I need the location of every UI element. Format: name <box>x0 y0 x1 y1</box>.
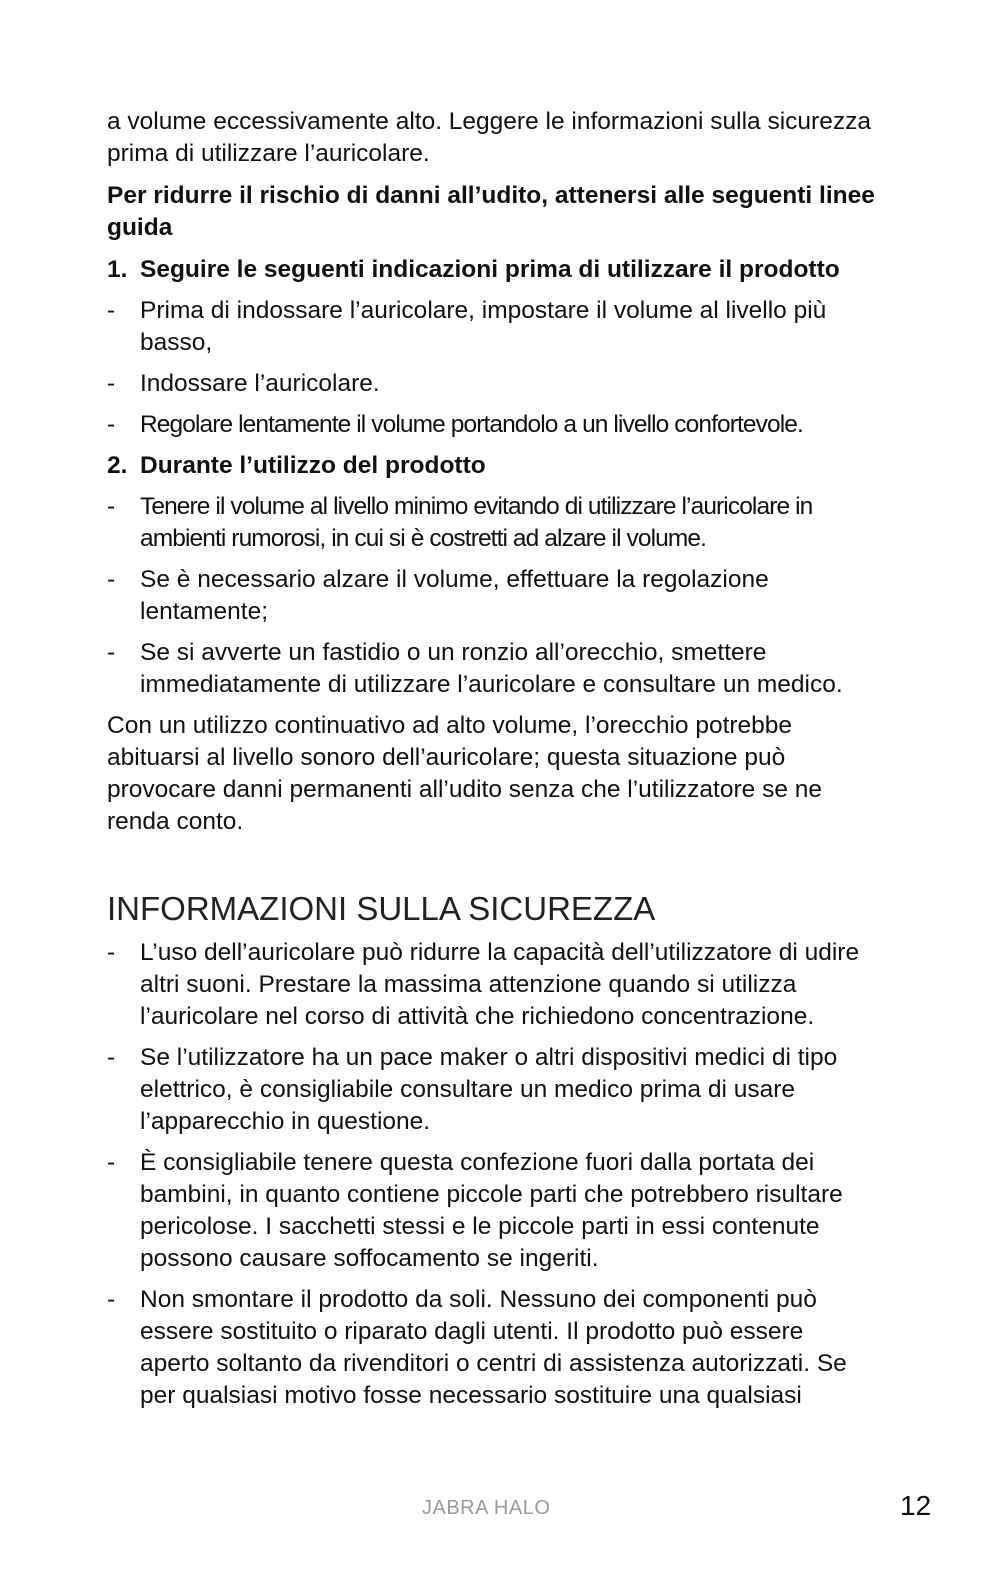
bullet-dash: - <box>107 639 116 666</box>
list-item-text: È consigliabile tenere questa confezione fuori dalla portata dei bambini, in quanto contiene piccole parti che potrebbero risultare pericolose. I sacchetti stessi e le piccole parti in essi contenute possono causare soffocamento se ingeriti. <box>140 1149 843 1272</box>
bullet-dash: - <box>107 370 116 397</box>
bullet-dash: - <box>107 1044 116 1071</box>
list-item <box>107 937 875 1033</box>
section-2-title: Durante l’utilizzo del prodotto <box>140 452 486 479</box>
list-item <box>107 1284 875 1412</box>
safety-section-title: INFORMAZIONI SULLA SICUREZZA <box>107 890 656 927</box>
page-number: 12 <box>900 1490 932 1521</box>
list-item-text: Tenere il volume al livello minimo evitando di utilizzare l’auricolare in ambienti rumorosi, in cui si è costretti ad alzare il volume. <box>140 493 813 552</box>
closing-paragraph: Con un utilizzo continuativo ad alto volume, l’orecchio potrebbe abituarsi al livello sonoro dell’auricolare; questa situazione può provocare danni permanenti all’udito senza che l’utilizzatore se ne renda conto. <box>107 712 822 835</box>
bullet-dash: - <box>107 493 116 520</box>
bullet-dash: - <box>107 566 116 593</box>
list-item <box>107 637 875 701</box>
section-1-heading <box>107 254 875 286</box>
guidelines-heading: Per ridurre il rischio di danni all’udito, attenersi alle seguenti linee guida <box>107 182 875 241</box>
bullet-dash: - <box>107 411 116 438</box>
list-item-text: Se è necessario alzare il volume, effettuare la regolazione lentamente; <box>140 566 769 625</box>
list-item-text: L’uso dell’auricolare può ridurre la capacità dell’utilizzatore di udire altri suoni. Prestare la massima attenzione quando si utilizza l’auricolare nel corso di attività che richiedono concentrazione. <box>140 939 860 1030</box>
section-2-heading <box>107 450 875 482</box>
section-2-number: 2. <box>107 452 128 479</box>
list-item-text: Prima di indossare l’auricolare, impostare il volume al livello più basso, <box>140 297 827 356</box>
section-1-title: Seguire le seguenti indicazioni prima di utilizzare il prodotto <box>140 256 840 283</box>
list-item <box>107 409 875 441</box>
section-1-number: 1. <box>107 256 128 283</box>
bullet-dash: - <box>107 1286 116 1313</box>
list-item-text: Regolare lentamente il volume portandolo a un livello confortevole. <box>140 411 803 438</box>
bullet-dash: - <box>107 1149 116 1176</box>
footer-brand: JABRA HALO <box>422 1497 551 1519</box>
list-item <box>107 1042 875 1138</box>
bullet-dash: - <box>107 939 116 966</box>
list-item-text: Se l’utilizzatore ha un pace maker o altri dispositivi medici di tipo elettrico, è consigliabile consultare un medico prima di usare l’apparecchio in questione. <box>140 1044 838 1135</box>
list-item-text: Se si avverte un fastidio o un ronzio all’orecchio, smettere immediatamente di utilizzare l’auricolare e consultare un medico. <box>140 639 843 698</box>
list-item <box>107 1147 875 1275</box>
list-item <box>107 564 875 628</box>
bullet-dash: - <box>107 297 116 324</box>
list-item-text: Non smontare il prodotto da soli. Nessuno dei componenti può essere sostituito o riparato dagli utenti. Il prodotto può essere aperto soltanto da rivenditori o centri di assistenza autorizzati. Se per qualsiasi motivo fosse necessario sostituire una qualsiasi <box>140 1286 847 1409</box>
list-item <box>107 491 875 555</box>
list-item-text: Indossare l’auricolare. <box>140 370 380 397</box>
manual-page <box>107 106 875 1421</box>
list-item <box>107 368 875 400</box>
list-item <box>107 295 875 359</box>
intro-paragraph: a volume eccessivamente alto. Leggere le informazioni sulla sicurezza prima di utilizzare l’auricolare. <box>107 108 871 167</box>
